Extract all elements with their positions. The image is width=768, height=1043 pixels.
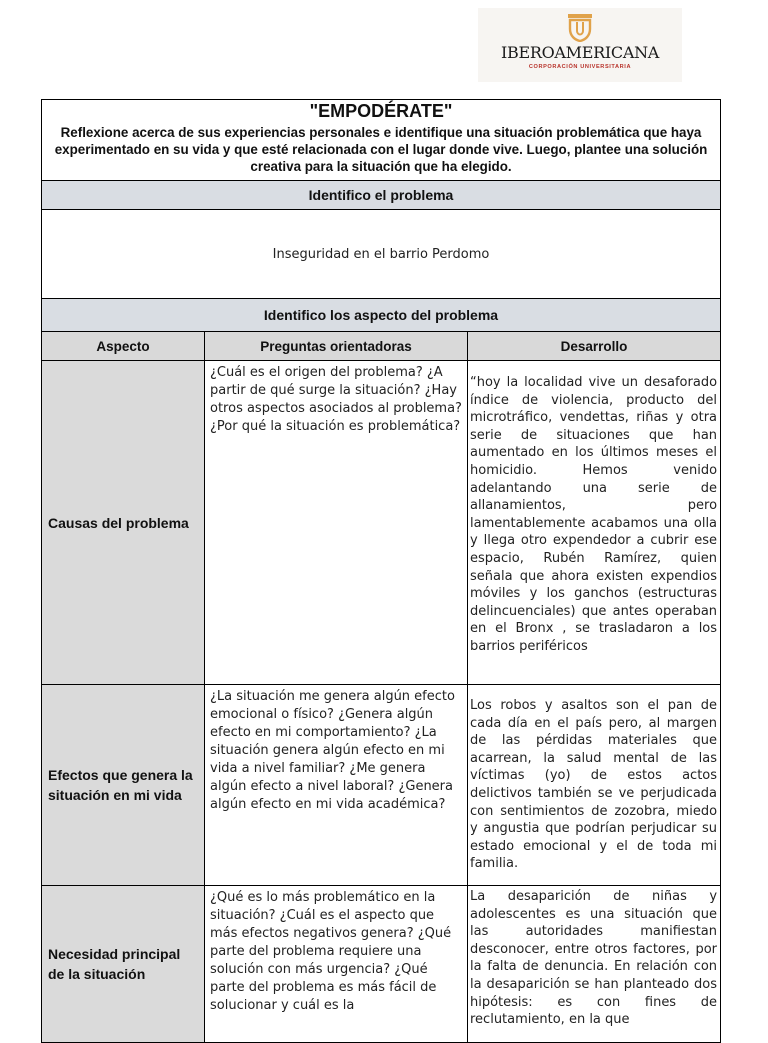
aspect-label: Efectos que genera la situación en mi vida — [42, 685, 205, 886]
logo-subtitle: CORPORACIÓN UNIVERSITARIA — [528, 64, 632, 70]
header-cell — [42, 100, 721, 181]
aspect-label: Causas del problema — [42, 361, 205, 685]
development-text: Los robos y asaltos son el pan de cada día en el país pero, al margen de las pérdidas materiales que acarrean, la salud mental de las víctimas (yo) de estos actos delictivos también se ve perjudicada con sentimientos de zozobra, miedo y angustia que podrían perjudicar su estado emocional y el de toda mi familia. — [468, 685, 721, 886]
problem-statement: Inseguridad en el barrio Perdomo — [42, 210, 721, 299]
section-heading-problem: Identifico el problema — [42, 181, 721, 210]
development-text: “hoy la localidad vive un desaforado índice de violencia, producto del microtráfico, vendettas, riñas y otra serie de situaciones que han aumentado en los últimos meses el homicidio. Hemos venido adelantando una serie de allanamientos, pero lamentablemente acabamos una olla y llega otro expendedor a cubrir ese espacio, Rubén Ramírez, quien señala que ahora existen expendios móviles y los ganchos (estructuras delincuenciales) que antes operaban en el Bronx , se trasladaron a los barrios periféricos — [468, 361, 721, 685]
university-crest-icon — [567, 14, 593, 42]
section-heading-aspects: Identifico los aspecto del problema — [42, 299, 721, 332]
development-text: La desaparición de niñas y adolescentes es una situación que las autoridades manifiestan desconocer, entre otros factores, por la falta de denuncia. En relación con la desaparición se han planteado dos hipótesis: es con fines de reclutamiento, en la que — [468, 886, 721, 1043]
table-row — [42, 886, 721, 1043]
column-header-aspect: Aspecto — [42, 332, 205, 361]
logo-name: IBEROAMERICANA — [500, 43, 660, 62]
guiding-questions: ¿La situación me genera algún efecto emocional o físico? ¿Genera algún efecto en mi comportamiento? ¿La situación genera algún efecto en mi vida a nivel familiar? ¿Me genera algún efecto a nivel laboral? ¿Genera algún efecto en mi vida académica? — [205, 685, 468, 886]
worksheet — [41, 99, 720, 1029]
university-logo — [478, 8, 682, 82]
column-header-questions: Preguntas orientadoras — [205, 332, 468, 361]
worksheet-table — [41, 99, 721, 1043]
instructions: Reflexione acerca de sus experiencias personales e identifique una situación problemática que haya experimentado en su vida y que esté relacionada con el lugar donde vive. Luego, plantee una solución creativa para la situación que ha elegido. — [54, 125, 708, 174]
table-row — [42, 361, 721, 685]
page-title: "EMPODÉRATE" — [309, 101, 453, 121]
guiding-questions: ¿Qué es lo más problemático en la situación? ¿Cuál es el aspecto que más efectos negativos genera? ¿Qué parte del problema requiere una solución con más urgencia? ¿Qué parte del problema es más fácil de solucionar y cuál es la — [205, 886, 468, 1043]
column-header-development: Desarrollo — [468, 332, 721, 361]
guiding-questions: ¿Cuál es el origen del problema? ¿A partir de qué surge la situación? ¿Hay otros aspectos asociados al problema? ¿Por qué la situación es problemática? — [205, 361, 468, 685]
table-row — [42, 685, 721, 886]
aspect-label: Necesidad principal de la situación — [42, 886, 205, 1043]
